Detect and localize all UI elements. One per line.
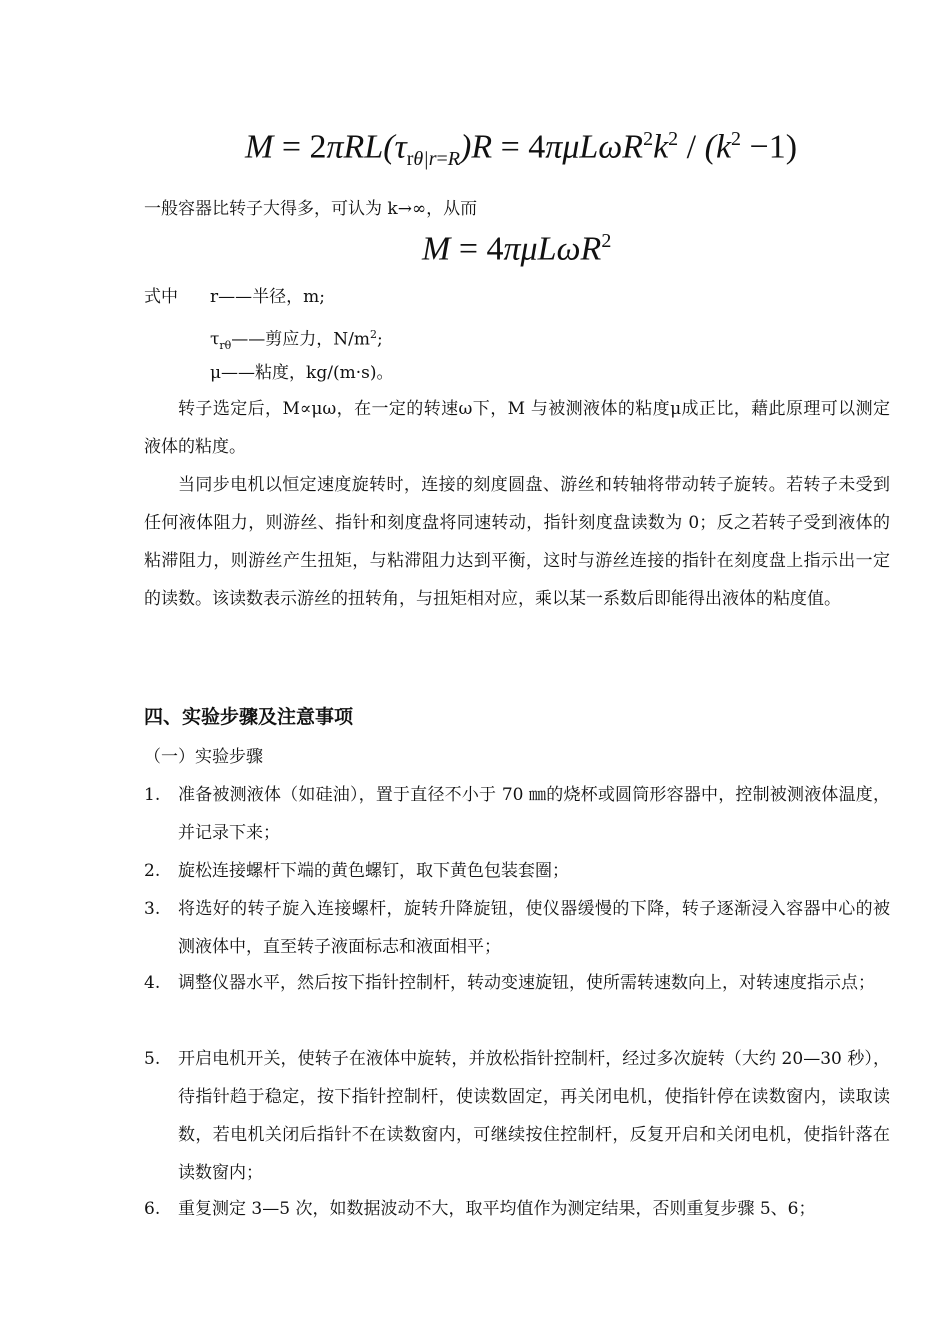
defs-label: 式中: [144, 287, 178, 307]
step-text: 调整仪器水平，然后按下指针控制杆，转动变速旋钮，使所需转速数向上，对转速度指示点；: [178, 973, 875, 993]
list-item: [144, 852, 890, 890]
section-heading: 四、实验步骤及注意事项: [144, 706, 354, 728]
paragraph-mechanism: 当同步电机以恒定速度旋转时，连接的刻度圆盘、游丝和转轴将带动转子旋转。若转子未受到任何液体阻力，则游丝、指针和刻度盘将同速转动，指针刻度盘读数为 0；反之若转子受到液体的粘滞阻力，则游丝产生扭矩，与粘滞阻力达到平衡，这时与游丝连接的指针在刻度盘上指示出一定的读数。该读数表示游丝的扭转角，与扭矩相对应，乘以某一系数后即能得出液体的粘度值。: [144, 475, 890, 609]
def-tau: $\tau_{r\theta}——$剪应力，$N/m^2$;: [210, 328, 383, 353]
step-number: 3.: [144, 899, 161, 919]
subheading: （一）实验步骤: [144, 747, 263, 767]
step-text: 开启电机开关，使转子在液体中旋转，并放松指针控制杆，经过多次旋转（大约 20—30 秒），待指针趋于稳定，按下指针控制杆，使读数固定，再关闭电机，使指针停在读数窗内，读取读数，若电机关闭后指针不在读数窗内，可继续按住控制杆，反复开启和关闭电机，使指针落在读数窗内；: [178, 1049, 890, 1183]
list-item: [144, 964, 890, 1002]
def-r: r——半径，m;: [210, 287, 325, 307]
intro-line: 一般容器比转子大得多，可认为 k→∞，从而: [144, 199, 478, 219]
step-number: 2.: [144, 861, 161, 881]
formula-torque-limit: M = 4πμLωR$^2$: [422, 230, 612, 268]
step-number: 6.: [144, 1199, 161, 1219]
step-text: 准备被测液体（如硅油），置于直径不小于 70 ㎜的烧杯或圆筒形容器中，控制被测液体温度，并记录下来；: [178, 785, 890, 843]
step-number: 5.: [144, 1049, 161, 1069]
step-text: 将选好的转子旋入连接螺杆，旋转升降旋钮，使仪器缓慢的下降，转子逐渐浸入容器中心的被测液体中，直至转子液面标志和液面相平；: [178, 899, 890, 957]
step-text: 旋松连接螺杆下端的黄色螺钉，取下黄色包装套圈；: [178, 861, 569, 881]
paragraph-principle: 转子选定后，M∝μω，在一定的转速ω下，M 与被测液体的粘度μ成正比，藉此原理可以测定液体的粘度。: [144, 399, 890, 457]
step-number: 4.: [144, 973, 161, 993]
def-mu: μ——粘度，kg/(m·s)。: [210, 363, 394, 383]
step-number: 1.: [144, 785, 161, 805]
step-text: 重复测定 3—5 次，如数据波动不大，取平均值作为测定结果，否则重复步骤 5、6；: [178, 1199, 816, 1219]
list-item: [144, 1040, 890, 1192]
list-item: [144, 890, 890, 966]
formula-torque-general: $M = 2\pi RL(\tau_{r\theta|r=R})R = 4\pi\mu L\omega R^2k^2 / (k^2 -1)$: [245, 128, 798, 171]
list-item: [144, 1190, 890, 1228]
list-item: [144, 776, 890, 852]
